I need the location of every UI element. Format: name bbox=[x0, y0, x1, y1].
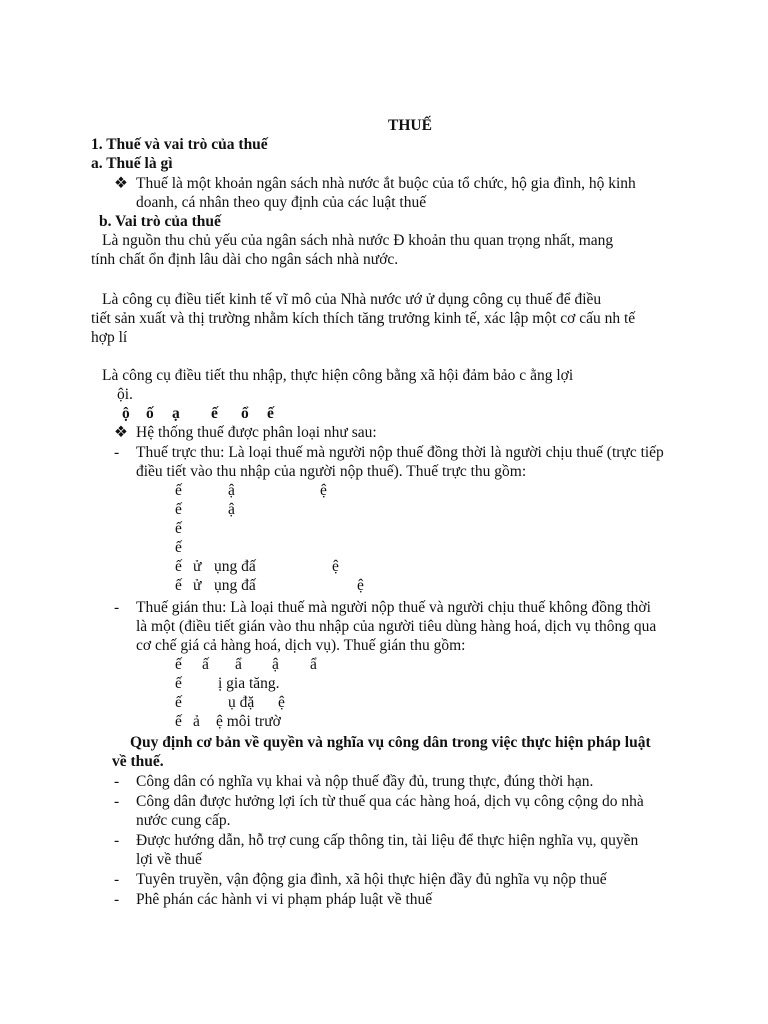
duty-item-3-line-2: lợi về thuế bbox=[136, 851, 202, 868]
bullet-icon: ❖ bbox=[114, 424, 128, 441]
duty-item-2-line-1: Công dân được hưởng lợi ích từ thuế qua các hàng hoá, dịch vụ công cộng do nhà bbox=[136, 793, 644, 810]
list-item-fragment: ử bbox=[193, 577, 202, 594]
list-item-fragment: ụng đấ bbox=[214, 577, 256, 594]
role-3-line-1: Là công cụ điều tiết thu nhập, thực hiện công bằng xã hội đảm bảo c ằng lợi bbox=[102, 367, 574, 384]
definition-line-1: Thuế là một khoản ngân sách nhà nước ắt buộc của tổ chức, hộ gia đình, hộ kinh bbox=[136, 175, 636, 192]
list-item-fragment: ế bbox=[175, 713, 182, 730]
heading-fragment: ố bbox=[146, 405, 154, 422]
duty-item-3-line-1: Được hướng dẫn, hỗ trợ cung cấp thông tin, tài liệu để thực hiện nghĩa vụ, quyền bbox=[136, 832, 639, 849]
heading-fragment: ổ bbox=[241, 405, 249, 422]
section-2-heading-line-1: Quy định cơ bản về quyền và nghĩa vụ công dân trong việc thực hiện pháp luật bbox=[130, 734, 651, 751]
list-item-fragment: ử bbox=[193, 558, 202, 575]
list-item-fragment: ệ bbox=[320, 482, 327, 499]
list-item-fragment: ệ môi trườ bbox=[216, 713, 281, 730]
classification-intro: Hệ thống thuế được phân loại như sau: bbox=[136, 424, 377, 441]
role-2-line-1: Là công cụ điều tiết kinh tế vĩ mô của Nhà nước ướ ử dụng công cụ thuế để điều bbox=[102, 291, 602, 308]
page-title: THUẾ bbox=[388, 117, 432, 134]
role-1-line-1: Là nguồn thu chủ yếu của ngân sách nhà nước Đ khoản thu quan trọng nhất, mang bbox=[102, 232, 614, 249]
subsection-a-heading: a. Thuế là gì bbox=[91, 155, 173, 172]
list-item-fragment: ế bbox=[175, 656, 182, 673]
list-item-fragment: ụ đặ bbox=[228, 694, 255, 711]
duty-item-5: Phê phán các hành vi vi phạm pháp luật về thuế bbox=[136, 891, 433, 908]
list-item-fragment: ậ bbox=[228, 482, 235, 499]
list-item-fragment: ế bbox=[175, 694, 182, 711]
list-item-fragment: ị gia tăng. bbox=[218, 675, 280, 692]
duty-item-2-line-2: nước cung cấp. bbox=[136, 812, 231, 829]
direct-tax-line-1: Thuế trực thu: Là loại thuế mà người nộp thuế đồng thời là người chịu thuế (trực tiếp bbox=[136, 444, 664, 461]
list-item-fragment: ậ bbox=[228, 501, 235, 518]
role-2-line-3: hợp lí bbox=[91, 329, 128, 346]
heading-fragment: ộ bbox=[122, 405, 130, 422]
direct-tax-line-2: điều tiết vào thu nhập của người nộp thuế). Thuế trực thu gồm: bbox=[136, 463, 527, 480]
definition-line-2: doanh, cá nhân theo quy định của các luật thuế bbox=[136, 194, 427, 211]
bullet-icon: ❖ bbox=[114, 175, 128, 192]
duty-item-1: Công dân có nghĩa vụ khai và nộp thuế đầy đủ, trung thực, đúng thời hạn. bbox=[136, 773, 594, 790]
list-item-fragment: ế bbox=[175, 577, 182, 594]
dash-bullet: - bbox=[114, 444, 120, 461]
duty-item-4: Tuyên truyền, vận động gia đình, xã hội thực hiện đầy đủ nghĩa vụ nộp thuế bbox=[136, 871, 607, 888]
list-item-fragment: ệ bbox=[357, 577, 364, 594]
list-item-fragment: ế bbox=[175, 539, 182, 556]
list-item-fragment: ế bbox=[175, 482, 182, 499]
indirect-tax-line-2: là một (điều tiết gián vào thu nhập của người tiêu dùng hàng hoá, dịch vụ thông qua bbox=[136, 618, 657, 635]
role-2-line-2: tiết sản xuất và thị trường nhằm kích thích tăng trưởng kinh tế, xác lập một cơ cấu nh tế bbox=[91, 310, 636, 327]
list-item-fragment: ả bbox=[193, 713, 200, 730]
section-1-heading: 1. Thuế và vai trò của thuế bbox=[91, 136, 268, 153]
role-3-line-2: ội. bbox=[117, 386, 133, 403]
indirect-tax-line-3: cơ chế giá cả hàng hoá, dịch vụ). Thuế gián thu gồm: bbox=[136, 637, 466, 654]
list-item-fragment: ấ bbox=[202, 656, 209, 673]
indirect-tax-line-1: Thuế gián thu: Là loại thuế mà người nộp thuế và người chịu thuế không đồng thời bbox=[136, 599, 651, 616]
section-2-heading-line-2: về thuế. bbox=[112, 753, 164, 770]
list-item-fragment: ệ bbox=[278, 694, 285, 711]
dash-bullet: - bbox=[114, 773, 120, 790]
list-item-fragment: ụng đấ bbox=[214, 558, 256, 575]
list-item-fragment: ệ bbox=[332, 558, 339, 575]
dash-bullet: - bbox=[114, 871, 120, 888]
list-item-fragment: ế bbox=[175, 675, 182, 692]
dash-bullet: - bbox=[114, 793, 120, 810]
dash-bullet: - bbox=[114, 832, 120, 849]
dash-bullet: - bbox=[114, 599, 120, 616]
list-item-fragment: ẩ bbox=[310, 656, 317, 673]
heading-fragment: ế bbox=[211, 405, 218, 422]
heading-fragment: ế bbox=[267, 405, 274, 422]
list-item-fragment: ế bbox=[175, 558, 182, 575]
subsection-b-heading: b. Vai trò của thuế bbox=[99, 213, 221, 230]
role-1-line-2: tính chất ổn định lâu dài cho ngân sách nhà nước. bbox=[91, 251, 399, 268]
list-item-fragment: ẩ bbox=[235, 656, 242, 673]
list-item-fragment: ậ bbox=[272, 656, 279, 673]
list-item-fragment: ế bbox=[175, 501, 182, 518]
heading-fragment: ạ bbox=[172, 405, 180, 422]
list-item-fragment: ế bbox=[175, 520, 182, 537]
dash-bullet: - bbox=[114, 891, 120, 908]
